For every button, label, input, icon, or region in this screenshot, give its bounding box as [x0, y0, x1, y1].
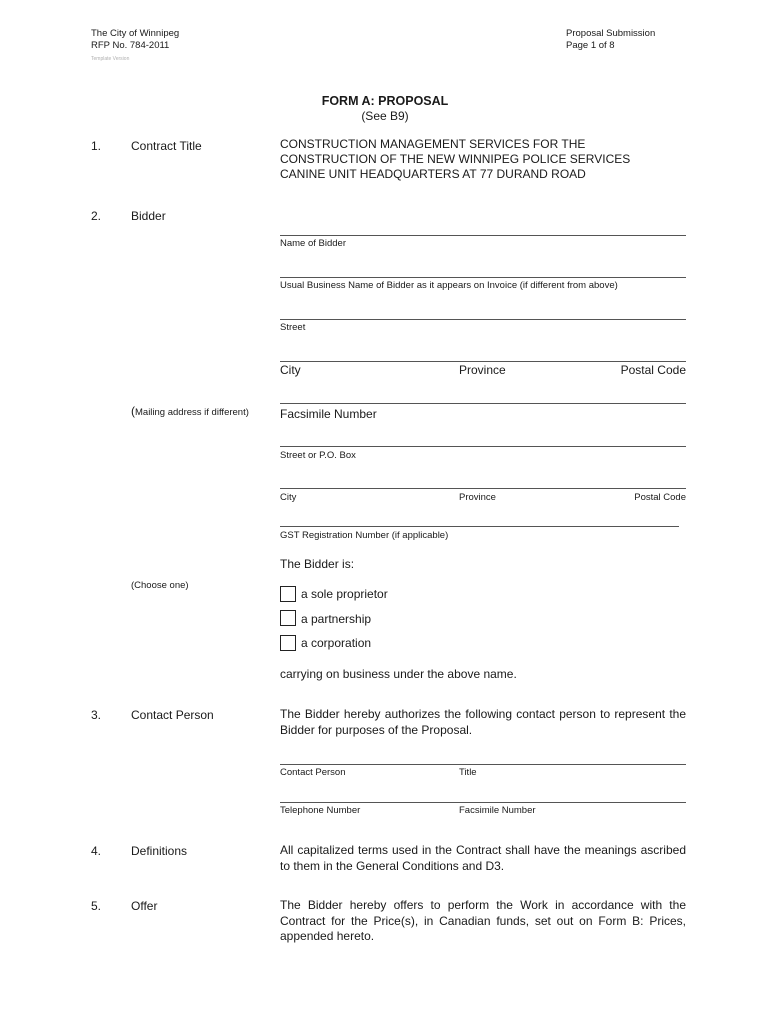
name-of-bidder-caption: Name of Bidder: [280, 238, 347, 249]
header-page-number: Page 1 of 8: [566, 40, 615, 51]
usual-business-name-field[interactable]: [280, 277, 686, 278]
contract-title-line-3: CANINE UNIT HEADQUARTERS AT 77 DURAND ROAD: [280, 167, 586, 181]
contract-title-line-1: CONSTRUCTION MANAGEMENT SERVICES FOR THE: [280, 137, 586, 151]
bidder-is-label: The Bidder is:: [280, 557, 355, 571]
section-4-label: Definitions: [131, 844, 188, 858]
contact-person-title-field[interactable]: [280, 764, 686, 765]
header-rfp-number: RFP No. 784-2011: [91, 40, 170, 51]
section-3-number: 3.: [91, 708, 102, 722]
corporation-label: a corporation: [301, 636, 372, 650]
template-version: Template Version: [91, 56, 130, 62]
usual-business-name-caption: Usual Business Name of Bidder as it appears on Invoice (if different from above): [280, 280, 618, 291]
street-field[interactable]: [280, 319, 686, 320]
facsimile-number-caption: Facsimile Number: [280, 407, 377, 421]
postal-code-caption: Postal Code: [620, 363, 686, 377]
partnership-checkbox[interactable]: [280, 610, 296, 626]
section-2-number: 2.: [91, 209, 102, 223]
choose-one-note: (Choose one): [131, 580, 189, 591]
mailing-address-note: (Mailing address if different): [131, 404, 249, 418]
header-org: The City of Winnipeg: [91, 28, 180, 39]
city-caption: City: [280, 363, 301, 377]
section-4-number: 4.: [91, 844, 102, 858]
name-of-bidder-field[interactable]: [280, 235, 686, 236]
definitions-text: All capitalized terms used in the Contract shall have the meanings ascribed to them in the General Conditions and D3.: [280, 843, 686, 873]
facsimile-number-field[interactable]: [280, 403, 686, 404]
mailing-postal-code-caption: Postal Code: [634, 492, 686, 503]
street-po-box-field[interactable]: [280, 446, 686, 447]
form-reference: (See B9): [361, 109, 409, 123]
contact-facsimile-caption: Facsimile Number: [459, 805, 536, 816]
section-5-number: 5.: [91, 899, 102, 913]
gst-registration-caption: GST Registration Number (if applicable): [280, 530, 449, 541]
sole-proprietor-checkbox[interactable]: [280, 586, 296, 602]
city-province-postal-field[interactable]: [280, 361, 686, 362]
street-po-box-caption: Street or P.O. Box: [280, 450, 356, 461]
province-caption: Province: [459, 363, 506, 377]
section-1-label: Contract Title: [131, 139, 202, 153]
contract-title-line-2: CONSTRUCTION OF THE NEW WINNIPEG POLICE SERVICES: [280, 152, 631, 166]
mailing-city-caption: City: [280, 492, 297, 503]
contact-person-text: The Bidder hereby authorizes the following contact person to represent the Bidder for purposes of the Proposal.: [280, 707, 686, 737]
contact-person-caption: Contact Person: [280, 767, 346, 778]
corporation-checkbox[interactable]: [280, 635, 296, 651]
gst-registration-field[interactable]: [280, 526, 679, 527]
partnership-label: a partnership: [301, 612, 372, 626]
mailing-city-province-postal-field[interactable]: [280, 488, 686, 489]
mailing-province-caption: Province: [459, 492, 496, 503]
section-5-label: Offer: [131, 899, 158, 913]
title-caption: Title: [459, 767, 477, 778]
header-doc-type: Proposal Submission: [566, 28, 656, 39]
street-caption: Street: [280, 322, 306, 333]
sole-proprietor-label: a sole proprietor: [301, 587, 388, 601]
form-title: FORM A: PROPOSAL: [321, 94, 449, 108]
telephone-fax-field[interactable]: [280, 802, 686, 803]
section-1-number: 1.: [91, 139, 102, 153]
telephone-number-caption: Telephone Number: [280, 805, 361, 816]
section-2-label: Bidder: [131, 209, 166, 223]
offer-text: The Bidder hereby offers to perform the Work in accordance with the Contract for the Price(s), in Canadian funds, set out on Form B: Prices, appended hereto.: [280, 898, 686, 943]
carrying-on-business-text: carrying on business under the above name.: [280, 667, 517, 681]
section-3-label: Contact Person: [131, 708, 214, 722]
